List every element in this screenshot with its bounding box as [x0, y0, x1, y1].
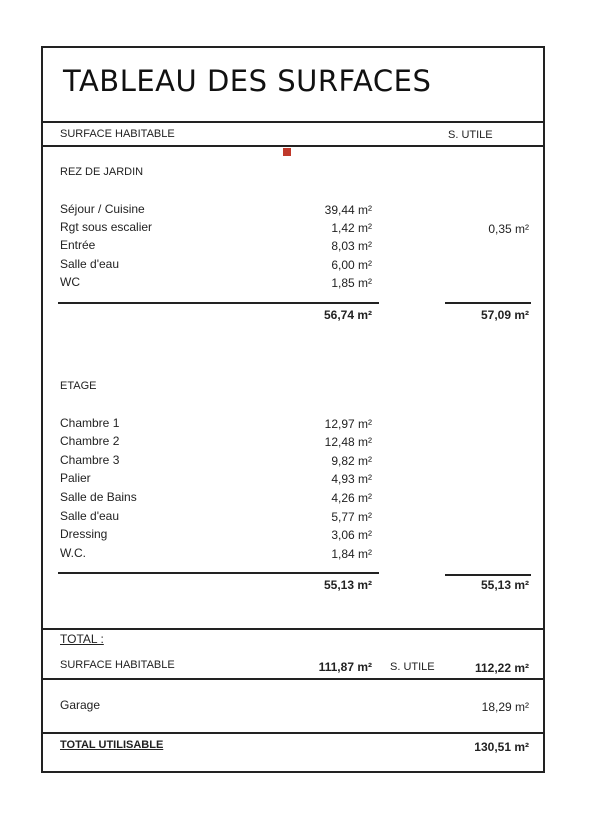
etage-subtotal-utile: 55,13 m² — [480, 578, 529, 592]
list-item-label: Salle d'eau — [60, 257, 120, 271]
header-top-rule — [41, 121, 545, 123]
total-utilisable-label: TOTAL UTILISABLE — [60, 739, 164, 751]
list-item-value: 4,93 m² — [331, 472, 372, 486]
list-item-label: Séjour / Cuisine — [60, 202, 145, 216]
garage-label: Garage — [60, 698, 101, 712]
section-heading-rez: REZ DE JARDIN — [60, 166, 144, 178]
list-item-value: 1,84 m² — [331, 547, 372, 561]
total-utile-value: 112,22 m² — [474, 661, 529, 675]
etage-subtotal: 55,13 m² — [323, 578, 372, 592]
header-s-utile: S. UTILE — [448, 129, 493, 141]
etage-subtotal-rule — [58, 572, 379, 574]
total-heading: TOTAL : — [60, 632, 104, 646]
rez-subtotal-utile: 57,09 m² — [480, 308, 529, 322]
list-item-label: Dressing — [60, 527, 108, 541]
total-utile-label: S. UTILE — [390, 661, 435, 673]
list-item-label: Salle de Bains — [60, 490, 137, 504]
list-item-value: 3,06 m² — [331, 528, 372, 542]
rez-utile-subtotal-rule — [445, 302, 531, 304]
list-item-value: 6,00 m² — [331, 258, 372, 272]
header-surface-habitable: SURFACE HABITABLE — [60, 128, 175, 140]
total-utilisable-value: 130,51 m² — [474, 740, 529, 754]
total-top-rule — [41, 628, 545, 630]
red-marker — [283, 148, 291, 156]
list-item-value: 12,48 m² — [324, 435, 372, 449]
list-item-value: 1,42 m² — [331, 221, 372, 235]
list-item-label: Entrée — [60, 238, 96, 252]
list-item-value: 5,77 m² — [331, 510, 372, 524]
header-bottom-rule — [41, 145, 545, 147]
section-heading-etage: ETAGE — [60, 380, 97, 392]
page-title: TABLEAU DES SURFACES — [63, 64, 432, 98]
list-item-label: Chambre 1 — [60, 416, 120, 430]
list-item-value: 8,03 m² — [331, 239, 372, 253]
list-item-label: Palier — [60, 471, 91, 485]
list-item-value: 4,26 m² — [331, 491, 372, 505]
list-item-label: Chambre 2 — [60, 434, 120, 448]
rez-subtotal: 56,74 m² — [323, 308, 372, 322]
list-item-value: 9,82 m² — [331, 454, 372, 468]
list-item-value: 1,85 m² — [331, 276, 372, 290]
list-item-label: Salle d'eau — [60, 509, 120, 523]
list-item-label: Rgt sous escalier — [60, 220, 153, 234]
garage-top-rule — [41, 678, 545, 680]
total-surface-label: SURFACE HABITABLE — [60, 659, 175, 671]
list-item-label: Chambre 3 — [60, 453, 120, 467]
list-item-label: W.C. — [60, 546, 86, 560]
rez-subtotal-rule — [58, 302, 379, 304]
list-item-value: 39,44 m² — [324, 203, 372, 217]
garage-value: 18,29 m² — [481, 700, 529, 714]
total-utilisable-top-rule — [41, 732, 545, 734]
total-surface-value: 111,87 m² — [318, 660, 372, 674]
list-item-utile: 0,35 m² — [488, 222, 529, 236]
list-item-label: WC — [60, 275, 80, 289]
list-item-value: 12,97 m² — [324, 417, 372, 431]
etage-utile-subtotal-rule — [445, 574, 531, 576]
